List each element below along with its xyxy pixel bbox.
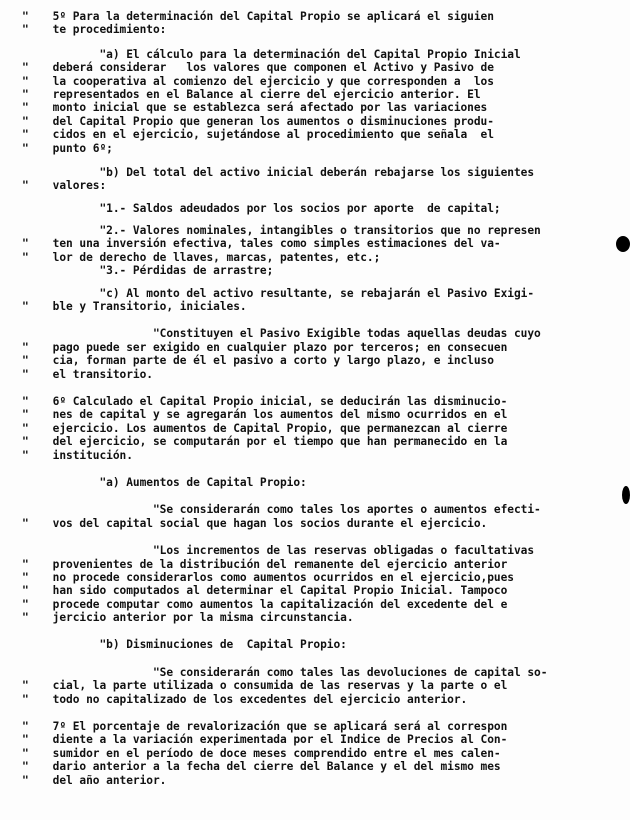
- text-line: [0, 10, 630, 23]
- line-text: punto 6º;: [46, 141, 113, 155]
- quote-mark: ": [22, 421, 29, 435]
- quote-mark: ": [22, 10, 29, 23]
- text-line: [0, 558, 630, 571]
- line-text: cial, la parte utilizada o consumida de las reservas y la parte o el: [46, 679, 508, 693]
- quote-mark: ": [22, 128, 29, 142]
- line-text: "3.- Pérdidas de arrastre;: [46, 264, 274, 278]
- quote-mark: [0, 638, 46, 651]
- quote-mark: [0, 224, 46, 237]
- text-line: [0, 544, 630, 557]
- line-text: cia, forman parte de él el pasivo a corto y largo plazo, e incluso: [46, 354, 494, 368]
- text-line: [0, 760, 630, 773]
- paragraph-point-7: [0, 720, 630, 787]
- quote-mark: ": [22, 141, 29, 155]
- line-text: 6º Calculado el Capital Propio inicial, se deducirán las disminucio-: [46, 394, 508, 408]
- line-text: diente a la variación experimentada por el Indice de Precios al Con-: [46, 733, 508, 747]
- quote-mark: ": [22, 584, 29, 598]
- quote-mark: ": [22, 237, 29, 251]
- paragraph-point-5: [0, 10, 630, 37]
- line-text: ten una inversión efectiva, tales como simples estimaciones del va-: [46, 237, 501, 251]
- quote-mark: ": [22, 435, 29, 449]
- text-line: [0, 88, 630, 101]
- quote-mark: ": [22, 746, 29, 760]
- line-text: lor de derecho de llaves, marcas, patentes, etc.;: [46, 250, 381, 264]
- text-line: [0, 354, 630, 367]
- text-line: [0, 422, 630, 435]
- quote-mark: ": [22, 597, 29, 611]
- text-line: [0, 327, 630, 340]
- quote-mark: ": [22, 74, 29, 88]
- text-line: [0, 264, 630, 277]
- quote-mark: ": [22, 570, 29, 584]
- text-line: [0, 449, 630, 462]
- text-line: [0, 179, 630, 192]
- punch-hole-mark: [616, 236, 630, 252]
- paragraph-6b: [0, 638, 630, 651]
- text-line: [0, 287, 630, 300]
- text-line: [0, 435, 630, 448]
- text-line: [0, 115, 630, 128]
- text-line: [0, 142, 630, 155]
- text-line: [0, 23, 630, 36]
- quote-mark: ": [22, 720, 29, 734]
- quote-mark: ": [22, 516, 29, 530]
- punch-hole-mark: [622, 486, 630, 504]
- line-text: valores:: [46, 179, 107, 193]
- text-line: [0, 598, 630, 611]
- quote-mark: ": [22, 250, 29, 264]
- line-text: "1.- Saldos adeudados por los socios por aporte de capital;: [46, 201, 501, 215]
- line-text: "b) Del total del activo inicial deberán rebajarse los siguientes: [46, 165, 535, 179]
- quote-mark: ": [22, 773, 29, 787]
- quote-mark: ": [22, 367, 29, 381]
- text-line: [0, 476, 630, 489]
- text-line: [0, 128, 630, 141]
- text-line: [0, 395, 630, 408]
- line-text: todo no capitalizado de los excedentes del ejercicio anterior.: [46, 692, 468, 706]
- text-line: [0, 666, 630, 679]
- quote-mark: [0, 666, 46, 679]
- text-line: [0, 611, 630, 624]
- paragraph-aportes: [0, 503, 630, 530]
- line-text: "c) Al monto del activo resultante, se rebajarán el Pasivo Exigi-: [46, 286, 535, 300]
- text-line: [0, 638, 630, 651]
- quote-mark: ": [22, 87, 29, 101]
- line-text: 7º El porcentaje de revalorización que se aplicará será al correspon: [46, 720, 508, 734]
- line-text: vos del capital social que hagan los socios durante el ejercicio.: [46, 516, 488, 530]
- line-text: te procedimiento:: [46, 23, 167, 37]
- quote-mark: [0, 166, 46, 179]
- line-text: la cooperativa al comienzo del ejercicio y que corresponden a los: [46, 74, 494, 88]
- text-line: [0, 341, 630, 354]
- quote-mark: ": [22, 101, 29, 115]
- text-line: [0, 517, 630, 530]
- quote-mark: ": [22, 354, 29, 368]
- text-line: [0, 503, 630, 516]
- quote-mark: ": [22, 114, 29, 128]
- item-1: [0, 202, 630, 215]
- text-line: [0, 202, 630, 215]
- paragraph-devoluciones: [0, 666, 630, 706]
- text-line: [0, 720, 630, 733]
- paragraph-6a: [0, 476, 630, 489]
- line-text: "b) Disminuciones de Capital Propio:: [46, 638, 347, 652]
- line-text: han sido computados al determinar el Capital Propio Inicial. Tampoco: [46, 584, 508, 598]
- quote-mark: ": [22, 179, 29, 193]
- line-text: provenientes de la distribución del remanente del ejercicio anterior: [46, 557, 508, 571]
- line-text: jercicio anterior por la misma circunstancia.: [46, 611, 354, 625]
- line-text: nes de capital y se agregarán los aumentos del mismo ocurridos en el: [46, 408, 508, 422]
- quote-mark: [0, 476, 46, 489]
- text-line: [0, 300, 630, 313]
- line-text: pago puede ser exigido en cualquier plazo por terceros; en consecuen: [46, 340, 508, 354]
- quote-mark: [0, 327, 46, 340]
- text-line: [0, 368, 630, 381]
- text-line: [0, 237, 630, 250]
- text-line: [0, 679, 630, 692]
- line-text: 5º Para la determinación del Capital Propio se aplicará el siguien: [46, 10, 494, 23]
- text-line: [0, 747, 630, 760]
- quote-mark: [0, 48, 46, 61]
- quote-mark: ": [22, 733, 29, 747]
- quote-mark: ": [22, 557, 29, 571]
- line-text: no procede considerarlos como aumentos ocurridos en el ejercicio,pues: [46, 570, 514, 584]
- quote-mark: ": [22, 760, 29, 774]
- text-line: [0, 48, 630, 61]
- text-line: [0, 571, 630, 584]
- text-line: [0, 408, 630, 421]
- text-line: [0, 224, 630, 237]
- quote-mark: ": [22, 611, 29, 625]
- line-text: monto inicial que se establezca será afectado por las variaciones: [46, 101, 488, 115]
- quote-mark: ": [22, 679, 29, 693]
- line-text: "Los incrementos de las reservas obligadas o facultativas: [46, 544, 535, 558]
- line-text: dario anterior a la fecha del cierre del Balance y el del mismo mes: [46, 760, 501, 774]
- text-line: [0, 61, 630, 74]
- line-text: "Constituyen el Pasivo Exigible todas aquellas deudas cuyo: [46, 327, 541, 341]
- quote-mark: ": [22, 408, 29, 422]
- quote-mark: ": [22, 300, 29, 314]
- quote-mark: ": [22, 61, 29, 75]
- quote-mark: [0, 264, 46, 277]
- text-line: [0, 584, 630, 597]
- line-text: deberá considerar los valores que componen el Activo y Pasivo de: [46, 61, 494, 75]
- text-line: [0, 774, 630, 787]
- line-text: procede computar como aumentos la capitalización del excedente del e: [46, 597, 508, 611]
- quote-mark: [0, 503, 46, 516]
- line-text: "Se considerarán como tales los aportes o aumentos efecti-: [46, 503, 541, 517]
- text-line: [0, 693, 630, 706]
- paragraph-5b: [0, 166, 630, 193]
- paragraph-point-6: [0, 395, 630, 462]
- line-text: "a) El cálculo para la determinación del Capital Propio Inicial: [46, 47, 521, 61]
- text-line: [0, 75, 630, 88]
- quote-mark: ": [22, 394, 29, 408]
- line-text: "a) Aumentos de Capital Propio:: [46, 475, 307, 489]
- item-3: [0, 264, 630, 277]
- quote-mark: ": [22, 23, 29, 37]
- line-text: "Se considerarán como tales las devoluciones de capital so-: [46, 665, 548, 679]
- line-text: el transitorio.: [46, 367, 153, 381]
- paragraph-reservas: [0, 544, 630, 624]
- text-line: [0, 733, 630, 746]
- line-text: "2.- Valores nominales, intangibles o transitorios que no represen: [46, 224, 541, 238]
- text-line: [0, 166, 630, 179]
- quote-mark: ": [22, 448, 29, 462]
- line-text: ble y Transitorio, iniciales.: [46, 300, 247, 314]
- item-2: [0, 224, 630, 264]
- quote-mark: ": [22, 340, 29, 354]
- quote-mark: [0, 544, 46, 557]
- line-text: sumidor en el período de doce meses comprendido entre el mes calen-: [46, 746, 501, 760]
- paragraph-5a: [0, 48, 630, 155]
- line-text: del Capital Propio que generan los aumentos o disminuciones produ-: [46, 114, 494, 128]
- line-text: del ejercicio, se computarán por el tiempo que han permanecido en la: [46, 435, 508, 449]
- text-line: [0, 251, 630, 264]
- line-text: cidos en el ejercicio, sujetándose al procedimiento que señala el: [46, 128, 494, 142]
- quote-mark: [0, 287, 46, 300]
- line-text: ejercicio. Los aumentos de Capital Propio, que permanezcan al cierre: [46, 421, 508, 435]
- paragraph-pasivo-exigible: [0, 327, 630, 381]
- paragraph-5c: [0, 287, 630, 314]
- quote-mark: ": [22, 692, 29, 706]
- quote-mark: [0, 202, 46, 215]
- document-body: [0, 10, 630, 787]
- line-text: del año anterior.: [46, 773, 167, 787]
- text-line: [0, 101, 630, 114]
- line-text: representados en el Balance al cierre del ejercicio anterior. El: [46, 87, 481, 101]
- line-text: institución.: [46, 448, 133, 462]
